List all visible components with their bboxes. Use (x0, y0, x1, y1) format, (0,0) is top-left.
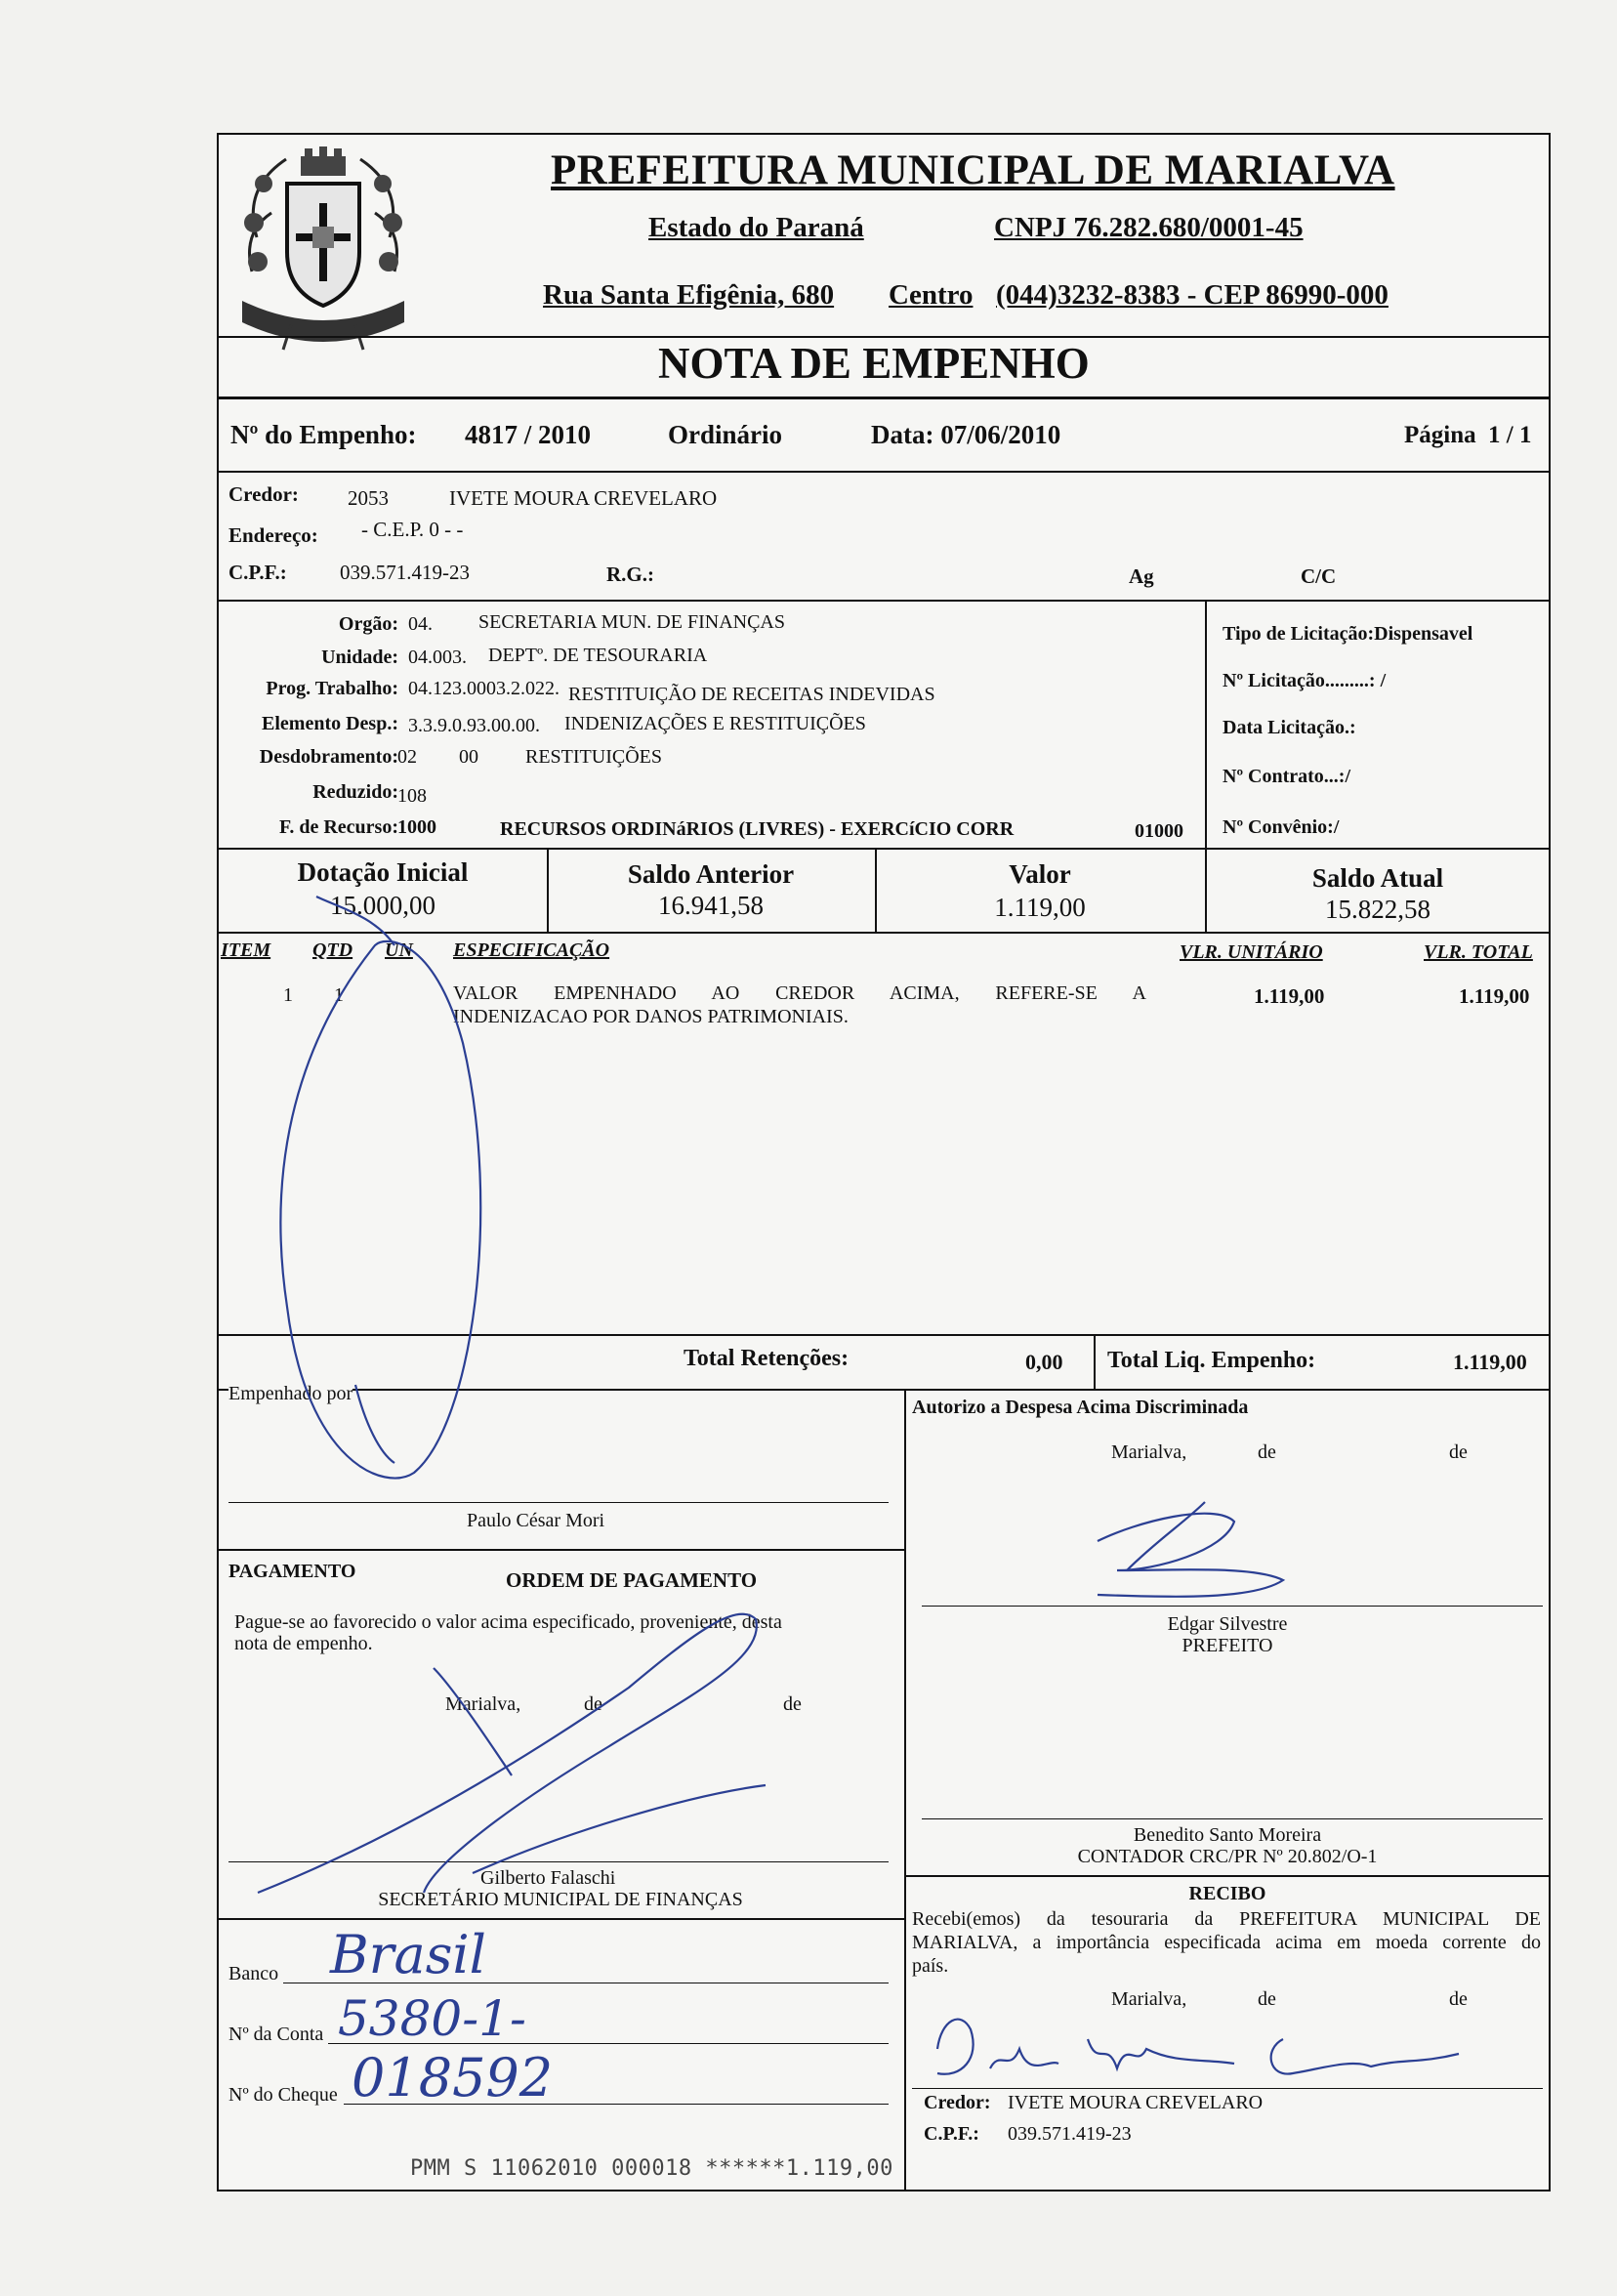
prog-trabalho-label: Prog. Trabalho: (266, 678, 398, 699)
item-total-value: 1.119,00 (1459, 984, 1530, 1008)
elemento-code: 3.3.9.0.93.00.00. (408, 715, 540, 736)
ordem-pagamento-title: ORDEM DE PAGAMENTO (506, 1568, 758, 1592)
elemento-label: Elemento Desp.: (262, 713, 398, 734)
secretario-title: SECRETÁRIO MUNICIPAL DE FINANÇAS (378, 1889, 743, 1910)
reduzido-label: Reduzido: (312, 781, 398, 803)
rg-label: R.G.: (606, 563, 654, 586)
saldo-atual-label: Saldo Atual (1311, 863, 1444, 893)
dotacao-inicial-value: 15.000,00 (330, 891, 435, 920)
pagamento-de-1: de (584, 1693, 602, 1715)
pagamento-place: Marialva, (445, 1693, 521, 1715)
recibo-place: Marialva, (1111, 1988, 1187, 2010)
banco-handwritten: Brasil (330, 1924, 486, 1985)
item-number: 1 (283, 984, 293, 1006)
empenho-number: 4817 / 2010 (465, 420, 592, 449)
contador-title: CONTADOR CRC/PR Nº 20.802/O-1 (1077, 1846, 1378, 1867)
unit-value-header: VLR. UNITÁRIO (1180, 941, 1323, 963)
item-spec-line-1: VALOR EMPENHADO AO CREDOR ACIMA, REFERE-SE A (453, 982, 1146, 1004)
empenho-date: Data: 07/06/2010 (871, 420, 1061, 449)
recibo-de-2: de (1449, 1988, 1468, 2010)
prefeito-title: PREFEITO (1182, 1635, 1273, 1656)
district-line: Centro (889, 279, 974, 311)
desdobramento-code-2: 00 (459, 746, 478, 768)
contador-name: Benedito Santo Moreira (1133, 1824, 1322, 1846)
qtd-header: QTD (312, 939, 353, 961)
empenho-number-label: Nº do Empenho: (230, 420, 417, 449)
autorizo-place: Marialva, (1111, 1441, 1187, 1463)
recibo-credor-name: IVETE MOURA CREVELARO (1008, 2092, 1264, 2113)
pagamento-text-2: nota de empenho. (234, 1633, 373, 1654)
recibo-text-1: Recebi(emos) da tesouraria da PREFEITURA MUNICIPAL DE (912, 1908, 1541, 1930)
valor-value: 1.119,00 (994, 893, 1086, 922)
unidade-code: 04.003. (408, 647, 467, 668)
desdobramento-code-1: 02 (397, 746, 417, 768)
recibo-cpf-value: 039.571.419-23 (1008, 2123, 1132, 2145)
item-spec-line-2: INDENIZACAO POR DANOS PATRIMONIAIS. (453, 1006, 849, 1027)
recibo-text-2: MARIALVA, a importância especificada acima em moeda corrente do (912, 1932, 1541, 1953)
desdobramento-desc: RESTITUIÇÕES (525, 746, 662, 768)
recurso-label: F. de Recurso: (278, 816, 398, 838)
reduzido-value: 108 (397, 785, 427, 807)
saldo-anterior-value: 16.941,58 (658, 891, 764, 920)
numero-licitacao: Nº Licitação.........: / (1223, 670, 1387, 691)
dotacao-inicial-label: Dotação Inicial (297, 857, 469, 887)
numero-convenio: Nº Convênio:/ (1223, 816, 1340, 838)
cpf-value: 039.571.419-23 (340, 561, 470, 584)
retencoes-label: Total Retenções: (684, 1346, 850, 1371)
item-unit-value: 1.119,00 (1254, 984, 1325, 1008)
elemento-desc: INDENIZAÇÕES E RESTITUIÇÕES (564, 713, 866, 734)
numero-contrato: Nº Contrato...:/ (1223, 766, 1351, 787)
credor-label: Credor: (228, 482, 299, 506)
orgao-code: 04. (408, 613, 433, 635)
pagamento-label: PAGAMENTO (228, 1561, 356, 1582)
retencoes-value: 0,00 (1025, 1350, 1063, 1374)
recurso-code-2: 01000 (1135, 820, 1183, 842)
document-title: NOTA DE EMPENHO (658, 339, 1090, 388)
cnpj-line: CNPJ 76.282.680/0001-45 (994, 212, 1304, 243)
empenho-type: Ordinário (668, 420, 783, 449)
empenhado-name: Paulo César Mori (467, 1510, 605, 1531)
orgao-label: Orgão: (338, 613, 398, 635)
recurso-code: 1000 (397, 816, 436, 838)
credor-code: 2053 (348, 486, 389, 510)
recibo-text-3: país. (912, 1955, 949, 1977)
orgao-desc: SECRETARIA MUN. DE FINANÇAS (478, 611, 785, 633)
recibo-credor-label: Credor: (924, 2092, 991, 2113)
autorizo-de-2: de (1449, 1441, 1468, 1463)
item-qtd: 1 (334, 984, 344, 1006)
prefeito-name: Edgar Silvestre (1167, 1613, 1288, 1635)
ag-label: Ag (1129, 564, 1154, 588)
secretario-name: Gilberto Falaschi (480, 1867, 616, 1889)
spec-header: ESPECIFICAÇÃO (453, 939, 610, 961)
machine-stamp: PMM S 11062010 000018 ******1.119,00 (410, 2156, 893, 2181)
un-header: UN (385, 939, 413, 961)
pen-signatures (219, 135, 1551, 2192)
recibo-title: RECIBO (1188, 1883, 1266, 1904)
item-header: ITEM (221, 939, 271, 961)
total-liq-label: Total Liq. Empenho: (1107, 1348, 1316, 1373)
endereco-value: - C.E.P. 0 - - (361, 518, 464, 541)
endereco-label: Endereço: (228, 523, 318, 547)
total-value-header: VLR. TOTAL (1424, 941, 1533, 963)
recibo-cpf-label: C.P.F.: (924, 2123, 979, 2145)
empenhado-label: Empenhado por (228, 1383, 353, 1404)
conta-label: Nº da Conta (228, 2024, 324, 2045)
pagamento-text-1: Pague-se ao favorecido o valor acima especificado, proveniente, desta (234, 1611, 782, 1633)
desdobramento-label: Desdobramento: (259, 746, 398, 768)
banco-label: Banco (228, 1963, 279, 1984)
pagamento-de-2: de (783, 1693, 802, 1715)
data-licitacao: Data Licitação.: (1223, 717, 1356, 738)
recurso-desc: RECURSOS ORDINáRIOS (LIVRES) - EXERCíCIO CORR (500, 818, 1015, 840)
address-line: Rua Santa Efigênia, 680 (543, 279, 835, 311)
valor-label: Valor (1009, 859, 1071, 889)
phone-cep-line: (044)3232-8383 - CEP 86990-000 (996, 279, 1389, 311)
cheque-label: Nº do Cheque (228, 2084, 338, 2106)
state-line: Estado do Paraná (648, 212, 864, 243)
page-number: 1 / 1 (1488, 422, 1532, 448)
cpf-label: C.P.F.: (228, 561, 287, 584)
institution-title: PREFEITURA MUNICIPAL DE MARIALVA (551, 147, 1395, 193)
autorizo-title: Autorizo a Despesa Acima Discriminada (912, 1397, 1249, 1418)
autorizo-de-1: de (1258, 1441, 1276, 1463)
saldo-atual-value: 15.822,58 (1325, 895, 1430, 924)
cc-label: C/C (1301, 564, 1337, 588)
nota-de-empenho-form (217, 133, 1551, 2192)
unidade-desc: DEPTº. DE TESOURARIA (488, 645, 708, 666)
total-liq-value: 1.119,00 (1453, 1350, 1527, 1374)
credor-name: IVETE MOURA CREVELARO (449, 486, 718, 510)
page-label: Página (1404, 422, 1476, 448)
tipo-licitacao: Tipo de Licitação:Dispensavel (1223, 623, 1473, 645)
unidade-label: Unidade: (321, 647, 398, 668)
saldo-anterior-label: Saldo Anterior (627, 859, 795, 889)
recibo-de-1: de (1258, 1988, 1276, 2010)
prog-trabalho-code: 04.123.0003.2.022. (408, 678, 560, 699)
prog-trabalho-desc: RESTITUIÇÃO DE RECEITAS INDEVIDAS (568, 684, 935, 705)
cheque-handwritten: 018592 (352, 2047, 554, 2108)
conta-handwritten: 5380-1- (338, 1990, 526, 2047)
